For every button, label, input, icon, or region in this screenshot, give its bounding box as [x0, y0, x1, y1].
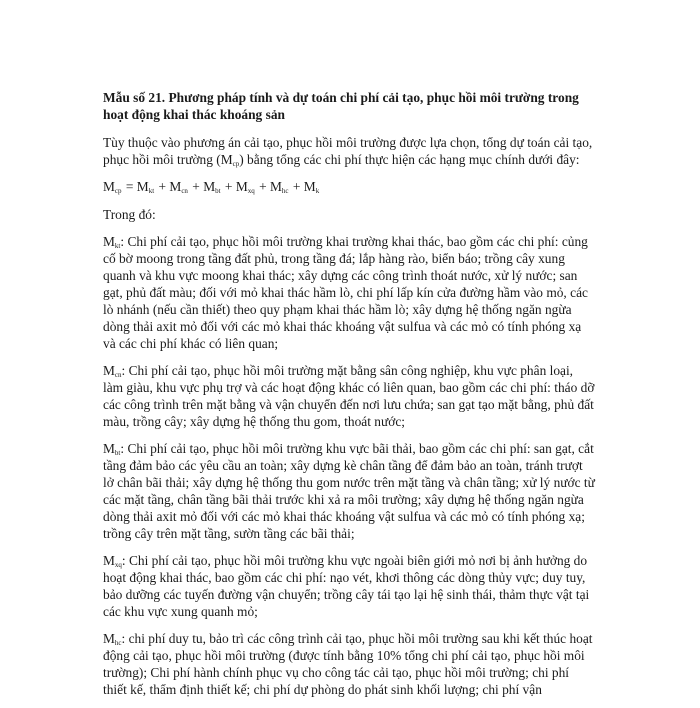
definition-symbol: M	[103, 553, 115, 568]
formula-term-bt: $M_{bt}$	[203, 179, 221, 195]
formula-plus: +	[255, 179, 270, 194]
definition-subscript: xq	[114, 561, 122, 569]
definition-subscript: cn	[114, 371, 122, 379]
definition-text: : Chi phí cải tạo, phục hồi môi trường khai trường khai thác, bao gồm các chi phí: củng cố bờ moong trong tầng đất phủ, trong tầng đá; lắp hàng rào, biển báo; trồng cây xung quanh và khu vực moong khai thác; xây dựng các công trình thoát nước, xử lý nước; san gạt, phủ đất màu; đối với mỏ khai thác hầm lò, chi phí lấp kín cửa đường hầm vào mỏ, các lò nhánh (nếu cần thiết) theo quy phạm khai thác hầm lò; xây dựng hệ thống ngăn ngừa dòng thải axit mỏ đối với các mỏ khai thác khoáng vật sulfua và các mỏ có tính phóng xạ và các chi phí khác có liên quan;	[103, 234, 588, 351]
formula-equals: =	[122, 179, 137, 194]
formula-term-hc: $M_{hc}$	[269, 179, 289, 195]
definition-symbol: M	[103, 631, 115, 646]
definition-text: : chi phí duy tu, bảo trì các công trình cải tạo, phục hồi môi trường sau khi kết thúc hoạt động cải tạo, phục hồi môi trường (được tính bằng 10% tổng chi phí cải tạo, phục hồi môi trường); Chi phí hành chính phục vụ cho công tác cải tạo, phục hồi môi trường; chi phí thiết kế, thẩm định thiết kế; chi phí dự phòng do phát sinh khối lượng; chi phí vận	[103, 631, 593, 697]
document-title: Mẫu số 21. Phương pháp tính và dự toán chi phí cải tạo, phục hồi môi trường trong hoạt động khai thác khoáng sản	[103, 90, 579, 122]
definition-symbol: M	[103, 363, 115, 378]
definition-text: : Chi phí cải tạo, phục hồi môi trường khu vực ngoài biên giới mỏ nơi bị ảnh hưởng do hoạt động khai thác, bao gồm các chi phí: nạo vét, khơi thông các dòng thủy vực; duy tuy, bảo dưỡng các tuyến đường vận chuyển; trồng cây tái tạo lại hệ sinh thái, thảm thực vật tại các khu vực xung quanh mỏ;	[103, 553, 590, 619]
definition-text: : Chi phí cải tạo, phục hồi môi trường khu vực bãi thải, bao gồm các chi phí: san gạt, cắt tầng đảm bảo các yêu cầu an toàn; xây dựng kè chân tầng để đảm bảo an toàn, tránh trượt lở chân bãi thải; xây dựng hệ thống thu gom nước trên mặt tầng và chân tầng; xử lý nước từ các mặt tầng, chân tầng bãi thải trước khi xả ra môi trường; xây dựng hệ thống ngăn ngừa dòng thải axit mỏ đối với các mỏ khai thác khoáng vật sulfua và các mỏ có tính phóng xạ; trồng cây trên mặt tầng, sườn tầng các bãi thải;	[103, 441, 595, 541]
definition-subscript: kt	[114, 242, 121, 250]
intro-text-after: ) bằng tổng các chi phí thực hiện các hạng mục chính dưới đây:	[239, 152, 580, 167]
definition-kt	[103, 233, 595, 352]
definition-hc	[103, 630, 595, 698]
document-page	[103, 89, 595, 708]
definition-symbol: M	[103, 234, 115, 249]
definition-symbol: M	[103, 441, 115, 456]
formula-plus: +	[188, 179, 204, 194]
definition-text: : Chi phí cải tạo, phục hồi môi trường mặt bằng sân công nghiệp, khu vực phân loại, làm giàu, khu vực phụ trợ và các hoạt động khác có liên quan, bao gồm các chi phí: tháo dỡ các công trình trên mặt bằng và vận chuyển đến nơi lưu chứa; san gạt tạo mặt bằng, phủ đất màu, trồng cây; xây dựng hệ thống thu gom, thoát nước;	[103, 363, 595, 429]
where-label: Trong đó:	[103, 207, 156, 222]
intro-subscript: cp	[232, 160, 240, 168]
cost-formula	[103, 178, 595, 195]
definition-cn	[103, 362, 595, 430]
formula-term-k: $M_k$	[303, 179, 320, 195]
formula-plus: +	[155, 179, 170, 194]
definition-xq	[103, 552, 595, 620]
formula-term-kt: $M_{kt}$	[136, 179, 155, 195]
formula-plus: +	[221, 179, 236, 194]
definition-subscript: bt	[114, 449, 121, 457]
formula-plus: +	[289, 179, 304, 194]
definition-bt	[103, 440, 595, 542]
intro-text-before: Tùy thuộc vào phương án cải tạo, phục hồi môi trường được lựa chọn, tổng dự toán cải tạo, phục hồi môi trường (M	[103, 135, 593, 167]
formula-term-cn: $M_{cn}$	[169, 179, 188, 195]
intro-paragraph	[103, 134, 595, 168]
formula-term-xq: $M_{xq}$	[235, 179, 255, 195]
definition-subscript: hc	[114, 639, 122, 647]
formula-lhs: $M_{cp}$	[103, 179, 122, 195]
